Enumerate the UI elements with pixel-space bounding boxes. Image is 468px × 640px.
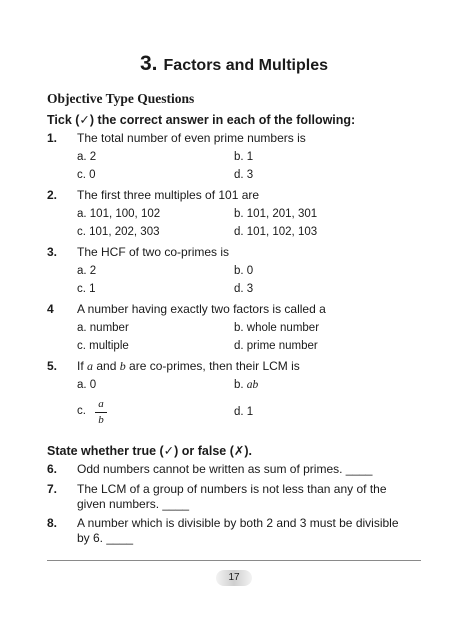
statement-text: A number which is divisible by both 2 and 3 must be divisible by 6. ____ bbox=[77, 516, 399, 545]
option-d: d. 3 bbox=[234, 169, 254, 181]
option-a: a. 101, 100, 102 bbox=[77, 208, 161, 220]
text-part: and bbox=[93, 359, 120, 373]
option-b bbox=[234, 379, 258, 391]
text-part: are co-primes, then their LCM is bbox=[125, 359, 300, 373]
question-number: 1. bbox=[47, 131, 58, 145]
option-b: b. whole number bbox=[234, 322, 320, 334]
chapter-number: 3. bbox=[140, 52, 158, 75]
option-c: c. 101, 202, 303 bbox=[77, 226, 160, 238]
option-b-label: b. bbox=[234, 379, 247, 391]
statement-text: The LCM of a group of numbers is not less than any of the given numbers. ____ bbox=[77, 482, 387, 511]
statement-number: 7. bbox=[47, 482, 58, 496]
footer-divider bbox=[47, 560, 421, 561]
option-a: a. 2 bbox=[77, 151, 97, 163]
instruction-true-false: State whether true (✓) or false (✗). bbox=[47, 444, 253, 458]
statement-number: 8. bbox=[47, 516, 58, 530]
question-text: The HCF of two co-primes is bbox=[77, 245, 230, 259]
fraction-numerator: a bbox=[98, 398, 104, 410]
option-a: a. number bbox=[77, 322, 129, 334]
question-number: 5. bbox=[47, 359, 58, 373]
option-b: b. 101, 201, 301 bbox=[234, 208, 318, 220]
option-d: d. 3 bbox=[234, 283, 254, 295]
option-d: d. 101, 102, 103 bbox=[234, 226, 318, 238]
fraction-denominator: b bbox=[98, 414, 104, 426]
variable-a: a bbox=[87, 359, 94, 373]
question-text: The total number of even prime numbers is bbox=[77, 131, 306, 145]
page-number: 17 bbox=[216, 570, 252, 586]
option-b: b. 0 bbox=[234, 265, 254, 277]
statement-number: 6. bbox=[47, 462, 58, 476]
question-text: The first three multiples of 101 are bbox=[77, 188, 260, 202]
option-a: a. 2 bbox=[77, 265, 97, 277]
text-part: If bbox=[77, 359, 88, 373]
option-c: c. multiple bbox=[77, 340, 129, 352]
option-d: d. 1 bbox=[234, 406, 254, 418]
option-b: b. 1 bbox=[234, 151, 254, 163]
option-b-value: ab bbox=[246, 379, 259, 391]
chapter-name: Factors and Multiples bbox=[163, 57, 328, 74]
question-number: 2. bbox=[47, 188, 58, 202]
instruction-tick: Tick (✓) the correct answer in each of the following: bbox=[47, 113, 356, 127]
fraction-bar bbox=[95, 412, 107, 413]
section-heading: Objective Type Questions bbox=[47, 91, 195, 106]
question-text: A number having exactly two factors is called a bbox=[77, 302, 326, 316]
chapter-title bbox=[0, 52, 468, 76]
option-a: a. 0 bbox=[77, 379, 97, 391]
variable-b: b bbox=[119, 359, 126, 373]
question-number: 4 bbox=[47, 302, 54, 316]
question-number: 3. bbox=[47, 245, 58, 259]
fraction-a-over-b bbox=[95, 398, 107, 427]
option-c: c. 0 bbox=[77, 169, 96, 181]
option-c: c. 1 bbox=[77, 283, 96, 295]
option-d: d. prime number bbox=[234, 340, 318, 352]
question-text bbox=[77, 359, 417, 374]
option-c: c. bbox=[77, 405, 86, 417]
statement-text: Odd numbers cannot be written as sum of primes. ____ bbox=[77, 462, 373, 476]
